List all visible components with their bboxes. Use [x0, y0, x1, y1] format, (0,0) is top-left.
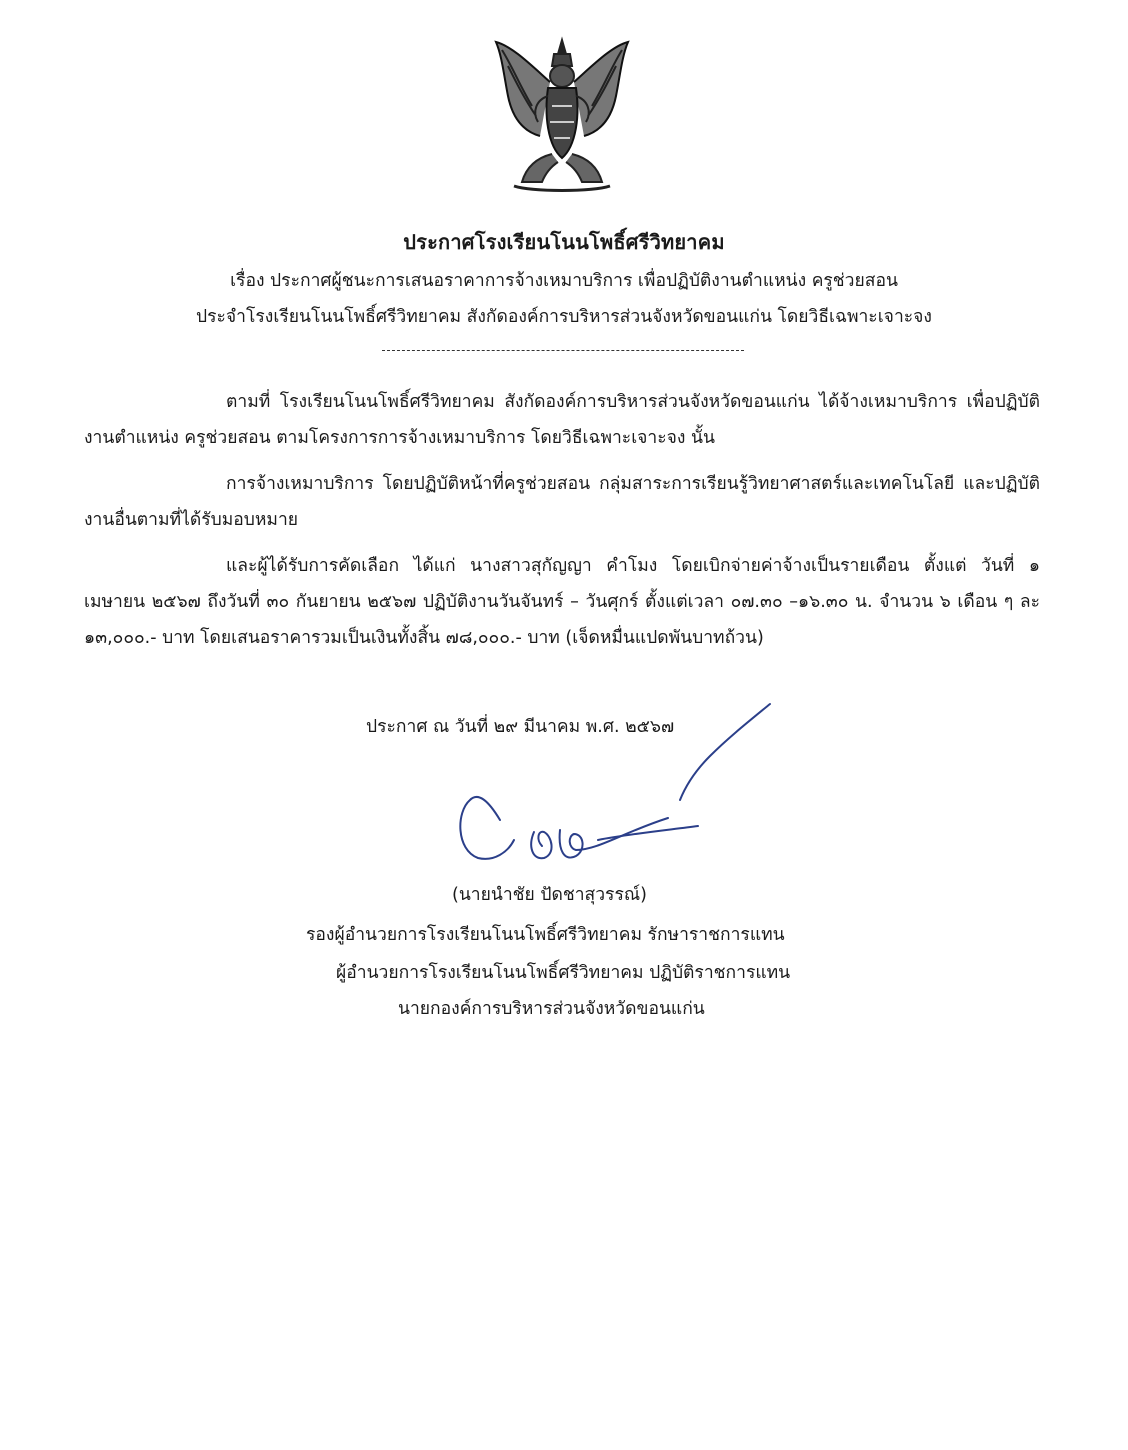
announcement-date: ประกาศ ณ วันที่ ๒๙ มีนาคม พ.ศ. ๒๕๖๗ [366, 717, 675, 737]
signer-name: (นายนำชัย ปัดชาสุวรรณ์) [452, 885, 647, 905]
subject-line-1: เรื่อง ประกาศผู้ชนะการเสนอราคาการจ้างเหมาบริการ เพื่อปฏิบัติงานตำแหน่ง ครูช่วยสอน [230, 271, 898, 291]
divider [382, 350, 744, 351]
subject-line-2: ประจำโรงเรียนโนนโพธิ์ศรีวิทยาคม สังกัดองค์การบริหารส่วนจังหวัดขอนแก่น โดยวิธีเฉพาะเจาะจง [196, 307, 932, 327]
announcement-title: ประกาศโรงเรียนโนนโพธิ์ศรีวิทยาคม [403, 230, 725, 254]
signer-position-1: รองผู้อำนวยการโรงเรียนโนนโพธิ์ศรีวิทยาคม รักษาราชการแทน [306, 925, 785, 945]
garuda-emblem-icon [492, 36, 632, 196]
paragraph-1: ตามที่ โรงเรียนโนนโพธิ์ศรีวิทยาคม สังกัดองค์การบริหารส่วนจังหวัดขอนแก่น ได้จ้างเหมาบริการ เพื่อปฏิบัติงานตำแหน่ง ครูช่วยสอน ตามโครงการการจ้างเหมาบริการ โดยวิธีเฉพาะเจาะจง นั้น [84, 392, 1040, 448]
paragraph-3: และผู้ได้รับการคัดเลือก ได้แก่ นางสาวสุกัญญา คำโมง โดยเบิกจ่ายค่าจ้างเป็นรายเดือน ตั้งแต่ วันที่ ๑ เมษายน ๒๕๖๗ ถึงวันที่ ๓๐ กันยายน ๒๕๖๗ ปฏิบัติงานวันจันทร์ – วันศุกร์ ตั้งแต่เวลา ๐๗.๓๐ –๑๖.๓๐ น. จำนวน ๖ เดือน ๆ ละ ๑๓,๐๐๐.- บาท โดยเสนอราคารวมเป็นเงินทั้งสิ้น ๗๘,๐๐๐.- บาท (เจ็ดหมื่นแปดพันบาทถ้วน) [84, 556, 1040, 648]
handwritten-signature [448, 700, 788, 880]
paragraph-2: การจ้างเหมาบริการ โดยปฏิบัติหน้าที่ครูช่วยสอน กลุ่มสาระการเรียนรู้วิทยาศาสตร์และเทคโนโลยี และปฏิบัติงานอื่นตามที่ได้รับมอบหมาย [84, 474, 1040, 530]
signer-position-2: ผู้อำนวยการโรงเรียนโนนโพธิ์ศรีวิทยาคม ปฏิบัติราชการแทน [336, 963, 791, 983]
signer-position-3: นายกองค์การบริหารส่วนจังหวัดขอนแก่น [398, 999, 705, 1019]
